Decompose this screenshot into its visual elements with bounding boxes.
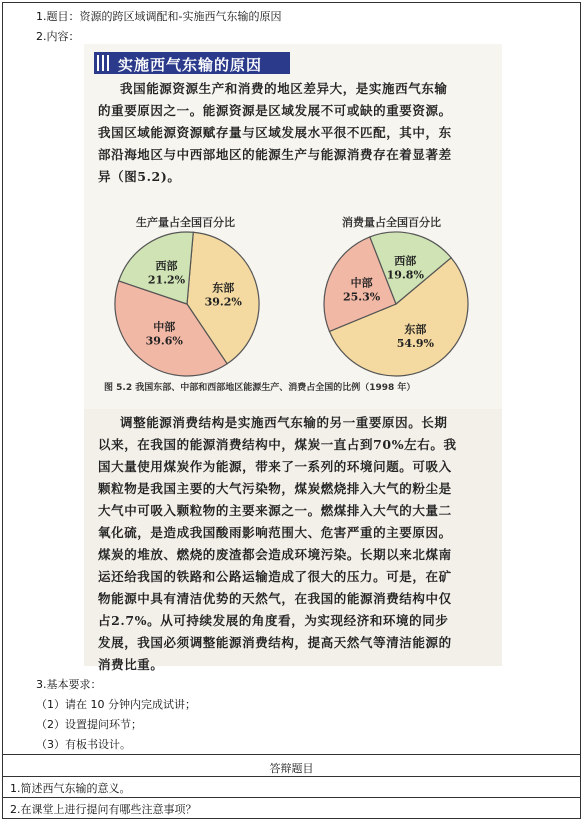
para1-line: 的重要原因之一。能源资源是区域发展不可或缺的重要资源。 bbox=[98, 103, 452, 118]
pie-value-label: 25.3% bbox=[342, 290, 381, 304]
heading-stripes bbox=[97, 55, 111, 71]
para2-line: 消费比重。 bbox=[98, 657, 164, 672]
requirement-item: （3）有板书设计。 bbox=[36, 738, 131, 751]
para2-line: 大气中可吸入颗粒物的主要来源之一。燃煤排入大气的大量二 bbox=[98, 503, 452, 518]
section-divider bbox=[2, 776, 581, 777]
pie-charts-figure bbox=[112, 226, 492, 386]
pie-category-label: 西部 bbox=[155, 259, 178, 273]
para1-line: 我国区域能源资源赋存量与区域发展水平很不匹配，其中，东 bbox=[98, 125, 452, 140]
section-heading-text: 实施西气东输的原因 bbox=[118, 56, 263, 74]
requirement-item: （1）请在 10 分钟内完成试讲； bbox=[36, 698, 196, 711]
para2-line: 以来，在我国的能源消费结构中，煤炭一直占到70%左右。我 bbox=[98, 437, 457, 452]
para2-line: 颗粒物是我国主要的大气污染物，煤炭燃烧排入大气的粉尘是 bbox=[98, 481, 452, 496]
figure-caption: 图 5.2 我国东部、中部和西部地区能源生产、消费占全国的比例（1998 年） bbox=[104, 383, 416, 393]
answer-question: 1.简述西气东输的意义。 bbox=[10, 782, 131, 795]
para2-line: 煤炭的堆放、燃烧的废渣都会造成环境污染。长期以来北煤南 bbox=[98, 547, 452, 562]
answer-question: 2.在课堂上进行提问有哪些注意事项？ bbox=[10, 803, 197, 816]
para2-line: 国大量使用煤炭作为能源，带来了一系列的环境问题。可吸入 bbox=[98, 459, 452, 474]
para1-line: 我国能源资源生产和消费的地区差异大，是实施西气东输 bbox=[120, 81, 448, 96]
pie-category-label: 西部 bbox=[394, 254, 417, 268]
para2-line: 物能源中具有清洁优势的天然气，在我国的能源消费结构中仅 bbox=[98, 591, 452, 606]
pie-category-label: 东部 bbox=[404, 323, 427, 337]
pie-value-label: 54.9% bbox=[396, 337, 435, 351]
requirement-item: （2）设置提问环节； bbox=[36, 718, 142, 731]
requirements-label: 3.基本要求： bbox=[36, 678, 102, 691]
production-chart-title: 生产量占全国百分比 bbox=[136, 216, 235, 229]
pie-category-label: 中部 bbox=[350, 276, 373, 290]
pie-category-label: 中部 bbox=[153, 320, 176, 334]
para2-line: 占2.7%。从可持续发展的角度看，为实现经济和环境的同步 bbox=[98, 613, 449, 628]
pie-value-label: 39.2% bbox=[204, 295, 242, 309]
pie-value-label: 21.2% bbox=[147, 273, 186, 287]
section-divider bbox=[2, 754, 581, 755]
consumption-pie bbox=[324, 232, 468, 376]
production-pie bbox=[115, 232, 259, 376]
section-heading bbox=[94, 52, 290, 74]
content-label: 2.内容： bbox=[36, 30, 80, 43]
consumption-chart-title: 消费量占全国百分比 bbox=[342, 216, 441, 229]
textbook-scan bbox=[84, 44, 502, 672]
para1-line: 部沿海地区与中西部地区的能源生产与能源消费存在着显著差 bbox=[98, 147, 452, 162]
para2-line: 氧化硫，是造成我国酸雨影响范围大、危害严重的主要原因。 bbox=[98, 525, 452, 540]
para1-line: 异（图5.2)。 bbox=[98, 169, 181, 184]
pie-value-label: 19.8% bbox=[386, 268, 424, 282]
para2-line: 运还给我国的铁路和公路运输造成了很大的压力。可是，在矿 bbox=[98, 569, 452, 584]
para2-line: 发展，我国必须调整能源消费结构，提高天然气等清洁能源的 bbox=[98, 635, 452, 650]
answer-section-title: 答辩题目 bbox=[269, 762, 314, 775]
row-divider bbox=[2, 797, 581, 798]
pie-category-label: 东部 bbox=[212, 281, 235, 295]
para2-line: 调整能源消费结构是实施西气东输的另一重要原因。长期 bbox=[120, 415, 448, 430]
pie-value-label: 39.6% bbox=[145, 334, 183, 348]
topic-line: 1.题目：资源的跨区域调配和-实施西气东输的原因 bbox=[36, 10, 282, 23]
